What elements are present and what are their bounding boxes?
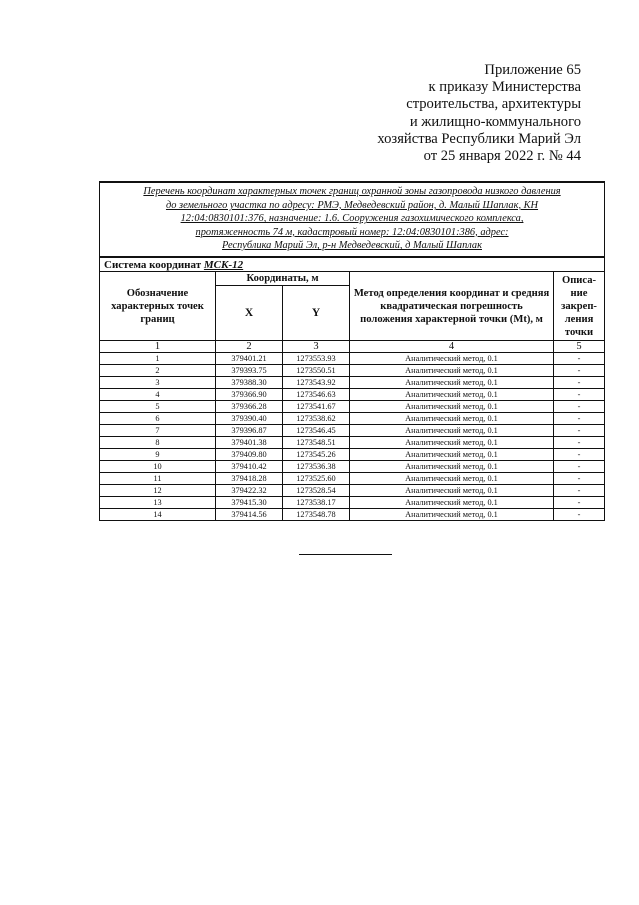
table-row <box>100 413 605 425</box>
cell-method: Аналитический метод, 0.1 <box>350 461 554 473</box>
cell-point: 11 <box>100 473 216 485</box>
cell-description: - <box>554 353 605 365</box>
cell-y: 1273550.51 <box>283 365 350 377</box>
cell-method: Аналитический метод, 0.1 <box>350 437 554 449</box>
cell-x: 379388.30 <box>216 377 283 389</box>
cell-point: 1 <box>100 353 216 365</box>
cell-x: 379393.75 <box>216 365 283 377</box>
cell-point: 4 <box>100 389 216 401</box>
cell-point: 9 <box>100 449 216 461</box>
cell-description: - <box>554 389 605 401</box>
column-number: 3 <box>283 341 350 353</box>
system-row <box>100 257 605 272</box>
header-row <box>100 272 605 286</box>
caption-line: до земельного участка по адресу: РМЭ, Медведевский район, д. Малый Шаплак, КН <box>165 199 539 211</box>
cell-method: Аналитический метод, 0.1 <box>350 473 554 485</box>
cell-x: 379410.42 <box>216 461 283 473</box>
cell-method: Аналитический метод, 0.1 <box>350 401 554 413</box>
cell-method: Аналитический метод, 0.1 <box>350 377 554 389</box>
cell-x: 379396.87 <box>216 425 283 437</box>
column-number: 5 <box>554 341 605 353</box>
cell-description: - <box>554 473 605 485</box>
table-row <box>100 389 605 401</box>
cell-x: 379422.32 <box>216 485 283 497</box>
table-row <box>100 509 605 521</box>
caption-line: протяженность 74 м, кадастровый номер: 12:04:0830101:386, адрес: <box>195 226 509 238</box>
cell-x: 379401.21 <box>216 353 283 365</box>
cell-point: 2 <box>100 365 216 377</box>
cell-x: 379409.80 <box>216 449 283 461</box>
cell-method: Аналитический метод, 0.1 <box>350 509 554 521</box>
caption-line: 12:04:0830101:376, назначение: 1.6. Сооружения газохимического комплекса, <box>180 213 524 225</box>
cell-y: 1273538.17 <box>283 497 350 509</box>
header-coordinates: Координаты, м <box>216 272 350 286</box>
cell-x: 379390.40 <box>216 413 283 425</box>
cell-x: 379415.30 <box>216 497 283 509</box>
cell-y: 1273538.62 <box>283 413 350 425</box>
cell-description: - <box>554 509 605 521</box>
cell-description: - <box>554 461 605 473</box>
header-method: Метод определения координат и средняя квадратическая погрешность положения характерной точки (Mt), м <box>350 272 554 341</box>
table-row <box>100 449 605 461</box>
table-row <box>100 425 605 437</box>
appendix-line: к приказу Министерства <box>428 79 581 96</box>
appendix-line: и жилищно-коммунального <box>409 113 581 130</box>
cell-x: 379401.38 <box>216 437 283 449</box>
cell-y: 1273543.92 <box>283 377 350 389</box>
cell-point: 13 <box>100 497 216 509</box>
cell-x: 379366.28 <box>216 401 283 413</box>
cell-point: 14 <box>100 509 216 521</box>
header-y: Y <box>283 286 350 341</box>
cell-description: - <box>554 425 605 437</box>
cell-description: - <box>554 401 605 413</box>
cell-method: Аналитический метод, 0.1 <box>350 425 554 437</box>
column-number: 4 <box>350 341 554 353</box>
system-label: Система координат <box>104 258 202 271</box>
cell-description: - <box>554 413 605 425</box>
cell-y: 1273536.38 <box>283 461 350 473</box>
cell-method: Аналитический метод, 0.1 <box>350 353 554 365</box>
system-name: МСК-12 <box>203 258 244 271</box>
cell-y: 1273541.67 <box>283 401 350 413</box>
column-number: 2 <box>216 341 283 353</box>
table-row <box>100 377 605 389</box>
cell-description: - <box>554 449 605 461</box>
caption-line: Республика Марий Эл, р-н Медведевский, д Малый Шаплак <box>222 240 482 252</box>
cell-method: Аналитический метод, 0.1 <box>350 497 554 509</box>
cell-y: 1273548.78 <box>283 509 350 521</box>
cell-method: Аналитический метод, 0.1 <box>350 389 554 401</box>
coordinates-table <box>99 181 605 521</box>
cell-point: 3 <box>100 377 216 389</box>
cell-method: Аналитический метод, 0.1 <box>350 365 554 377</box>
cell-description: - <box>554 377 605 389</box>
header-point-designation: Обозначение характерных точек границ <box>100 272 216 341</box>
appendix-line: строительства, архитектуры <box>406 96 581 113</box>
caption-line: Перечень координат характерных точек границ охранной зоны газопровода низкого давления <box>143 186 561 198</box>
cell-description: - <box>554 485 605 497</box>
cell-point: 8 <box>100 437 216 449</box>
table-row <box>100 497 605 509</box>
table-row <box>100 401 605 413</box>
column-number: 1 <box>100 341 216 353</box>
cell-method: Аналитический метод, 0.1 <box>350 413 554 425</box>
cell-point: 12 <box>100 485 216 497</box>
cell-y: 1273525.60 <box>283 473 350 485</box>
caption-row <box>100 182 605 257</box>
coordinate-system <box>100 257 605 272</box>
table-row <box>100 485 605 497</box>
table-row <box>100 473 605 485</box>
cell-y: 1273545.26 <box>283 449 350 461</box>
cell-y: 1273548.51 <box>283 437 350 449</box>
column-numbers-row <box>100 341 605 353</box>
cell-point: 6 <box>100 413 216 425</box>
header-description: Описа-ние закреп-ления точки <box>554 272 605 341</box>
cell-point: 10 <box>100 461 216 473</box>
closing-rule <box>299 554 392 555</box>
cell-point: 5 <box>100 401 216 413</box>
appendix-heading <box>281 62 581 165</box>
cell-description: - <box>554 437 605 449</box>
header-x: X <box>216 286 283 341</box>
appendix-line: от 25 января 2022 г. № 44 <box>423 148 581 165</box>
cell-x: 379418.28 <box>216 473 283 485</box>
cell-y: 1273553.93 <box>283 353 350 365</box>
cell-description: - <box>554 365 605 377</box>
table-row <box>100 353 605 365</box>
cell-x: 379414.56 <box>216 509 283 521</box>
cell-y: 1273546.63 <box>283 389 350 401</box>
cell-point: 7 <box>100 425 216 437</box>
cell-method: Аналитический метод, 0.1 <box>350 485 554 497</box>
cell-x: 379366.90 <box>216 389 283 401</box>
cell-method: Аналитический метод, 0.1 <box>350 449 554 461</box>
cell-y: 1273546.45 <box>283 425 350 437</box>
table-row <box>100 365 605 377</box>
cell-y: 1273528.54 <box>283 485 350 497</box>
table-caption <box>100 182 605 257</box>
appendix-line: хозяйства Республики Марий Эл <box>377 130 581 147</box>
table-row <box>100 461 605 473</box>
appendix-line: Приложение 65 <box>484 62 581 78</box>
cell-description: - <box>554 497 605 509</box>
table-row <box>100 437 605 449</box>
